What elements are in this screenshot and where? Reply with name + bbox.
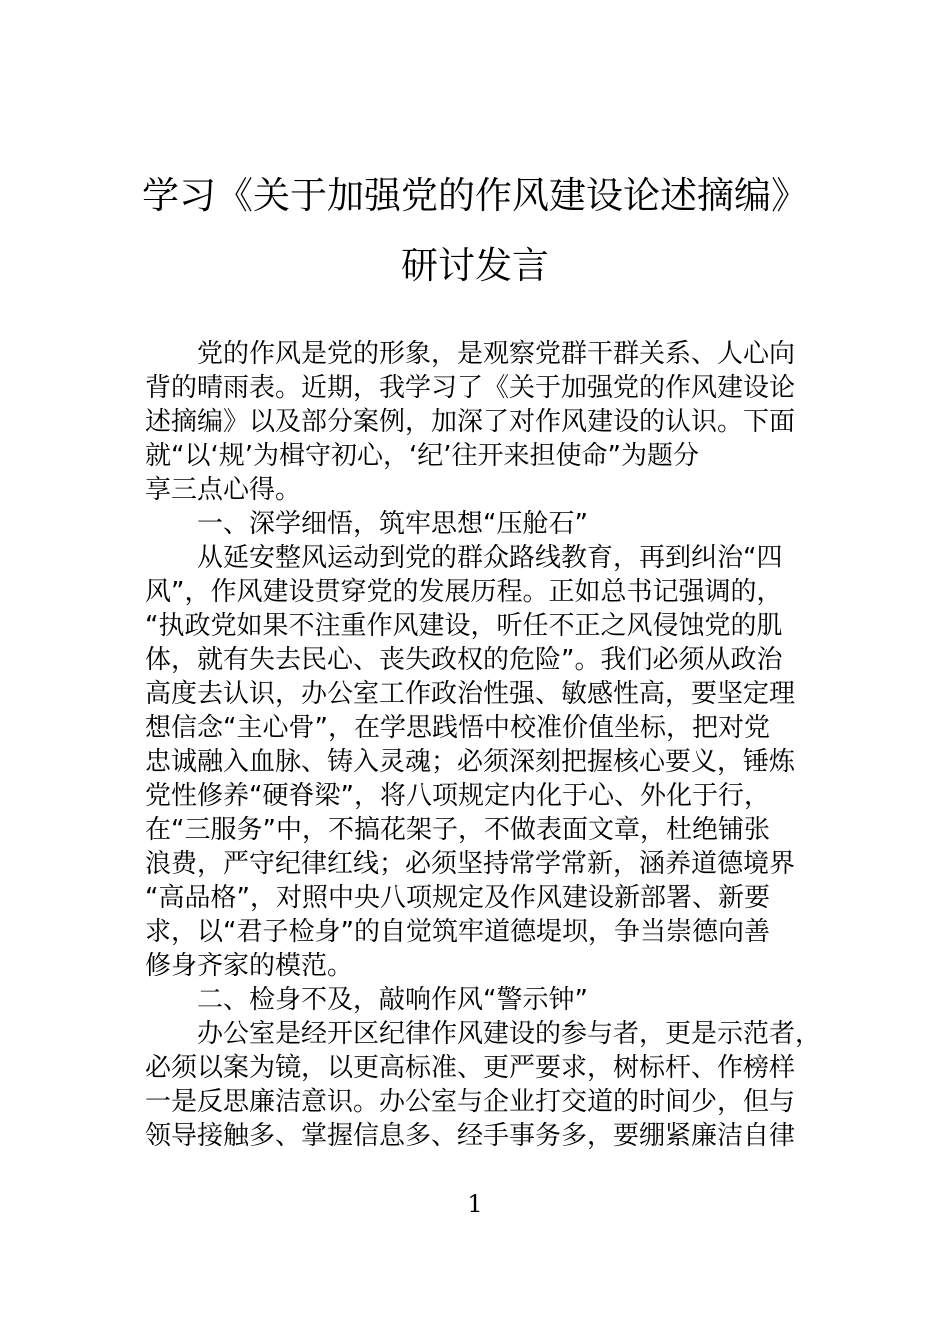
document-title-line-2: 研讨发言 <box>401 244 549 287</box>
body-line: “高品格”，对照中央八项规定及作风建设新部署、新要 <box>145 883 770 913</box>
body-line: 从延安整风运动到党的群众路线教育，再到纠治“四 <box>145 543 783 573</box>
section-heading: 一、深学细悟，筑牢思想“压舱石” <box>145 509 588 539</box>
body-line: 想信念“主心骨”，在学思践悟中校准价值坐标，把对党 <box>145 713 770 743</box>
body-line: 享三点心得。 <box>145 475 302 505</box>
body-line: 修身齐家的模范。 <box>145 951 354 981</box>
body-line: 述摘编》以及部分案例，加深了对作风建设的认识。下面 <box>145 407 796 437</box>
body-line: 领导接触多、掌握信息多、经手事务多，要绷紧廉洁自律 <box>145 1121 796 1151</box>
body-line: 党的作风是党的形象，是观察党群干群关系、人心向 <box>145 339 796 369</box>
body-line: 高度去认识，办公室工作政治性强、敏感性高，要坚定理 <box>145 679 796 709</box>
body-line: 一是反思廉洁意识。办公室与企业打交道的时间少，但与 <box>145 1087 796 1117</box>
section-heading: 二、检身不及，敲响作风“警示钟” <box>145 985 588 1015</box>
body-line: 党性修养“硬脊梁”，将八项规定内化于心、外化于行， <box>145 781 770 811</box>
body-line: 就“以‘规’为楫守初心，‘纪’往开来担使命”为题分 <box>145 441 699 471</box>
body-line: 背的晴雨表。近期，我学习了《关于加强党的作风建设论 <box>145 373 796 403</box>
body-line: “执政党如果不注重作风建设，听任不正之风侵蚀党的肌 <box>145 611 783 641</box>
body-line: 必须以案为镜，以更高标准、更严要求，树标杆、作榜样 <box>145 1053 796 1083</box>
page-number: 1 <box>467 1190 483 1218</box>
body-line: 办公室是经开区纪律作风建设的参与者，更是示范者， <box>145 1019 822 1049</box>
body-line: 风”，作风建设贯穿党的发展历程。正如总书记强调的， <box>145 577 783 607</box>
body-line: 求，以“君子检身”的自觉筑牢道德堤坝，争当崇德向善 <box>145 917 770 947</box>
body-line: 浪费，严守纪律红线；必须坚持常学常新，涵养道德境界 <box>145 849 796 879</box>
body-line: 体，就有失去民心、丧失政权的危险”。我们必须从政治 <box>145 645 783 675</box>
body-line: 忠诚融入血脉、铸入灵魂；必须深刻把握核心要义，锤炼 <box>145 747 796 777</box>
body-line: 在“三服务”中，不搞花架子，不做表面文章，杜绝铺张 <box>145 815 770 845</box>
document-title-line-1: 学习《关于加强党的作风建设论述摘编》 <box>142 174 808 217</box>
